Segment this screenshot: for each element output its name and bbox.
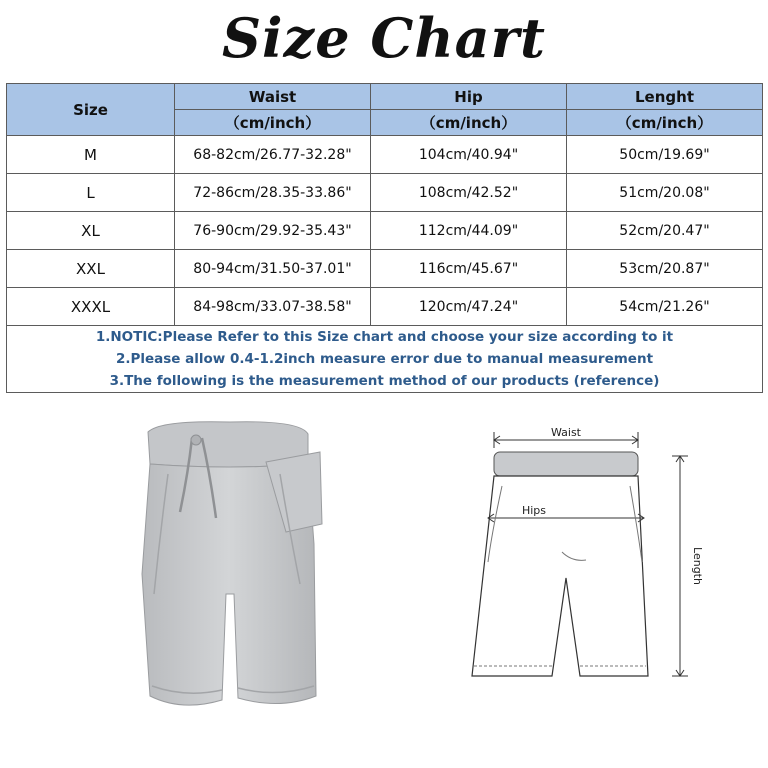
length-cell: 50cm/19.69" [567,136,763,174]
size-cell: L [7,174,175,212]
table-row [7,136,763,174]
header-waist: Waist [175,84,371,110]
header-hip-unit: （cm/inch） [371,110,567,136]
note-2: 2.Please allow 0.4-1.2inch measure error due to manual measurement [115,351,654,367]
hip-cell: 112cm/44.09" [371,212,567,250]
notes-row [7,326,763,393]
note-3: 3.The following is the measurement method of our products (reference) [109,373,660,389]
size-cell: XL [7,212,175,250]
waist-cell: 72-86cm/28.35-33.86" [175,174,371,212]
table-row [7,288,763,326]
size-chart-title: Size Chart [222,6,546,70]
size-cell: XXXL [7,288,175,326]
length-cell: 54cm/21.26" [567,288,763,326]
hip-cell: 108cm/42.52" [371,174,567,212]
header-size: Size [7,84,175,136]
shorts-diagram [462,412,702,708]
measurement-diagram [462,412,702,708]
hip-cell: 120cm/47.24" [371,288,567,326]
hip-cell: 116cm/45.67" [371,250,567,288]
waist-label: Waist [550,426,582,439]
size-table [6,83,763,393]
length-cell: 53cm/20.87" [567,250,763,288]
table-row [7,212,763,250]
size-cell: M [7,136,175,174]
waist-cell: 84-98cm/33.07-38.58" [175,288,371,326]
waist-cell: 76-90cm/29.92-35.43" [175,212,371,250]
size-cell: XXL [7,250,175,288]
length-cell: 52cm/20.47" [567,212,763,250]
table-row [7,174,763,212]
header-length: Lenght [567,84,763,110]
length-cell: 51cm/20.08" [567,174,763,212]
notes-cell [7,326,763,393]
product-photo [130,414,340,714]
header-hip: Hip [371,84,567,110]
note-1: 1.NOTIC:Please Refer to this Size chart and choose your size according to it [95,329,674,345]
table-row [7,250,763,288]
waist-cell: 68-82cm/26.77-32.28" [175,136,371,174]
length-label: Length [691,547,704,585]
waist-cell: 80-94cm/31.50-37.01" [175,250,371,288]
hips-label: Hips [521,504,547,517]
gray-shorts-image [130,414,340,714]
header-waist-unit: （cm/inch） [175,110,371,136]
header-length-unit: （cm/inch） [567,110,763,136]
hip-cell: 104cm/40.94" [371,136,567,174]
